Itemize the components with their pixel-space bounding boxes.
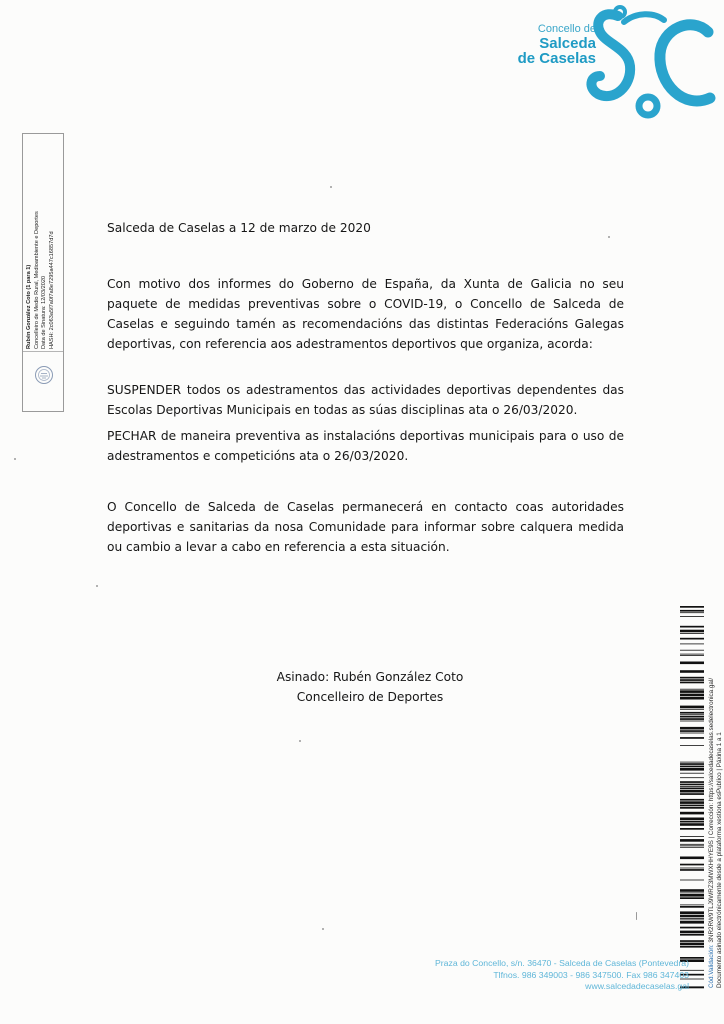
scan-speck <box>96 585 98 587</box>
stamp-date: Data de Sinatura: 12/03/2020 <box>41 275 47 349</box>
letter-date: Salceda de Caselas a 12 de marzo de 2020 <box>107 221 371 235</box>
stamp-hash: HASH: 2c063a5f7a0f7a8e7295a447c16857d7d <box>48 231 55 349</box>
scan-speck <box>330 186 332 188</box>
scan-speck <box>608 236 610 238</box>
scan-speck <box>322 928 324 930</box>
paragraph-suspender: SUSPENDER todos os adestramentos das actividades deportivas dependentes das Escolas Deportivas Municipais en todas as súas disciplinas ata o 26/03/2020. <box>107 383 624 417</box>
municipal-seal-icon <box>34 365 54 385</box>
scan-speck <box>636 912 637 920</box>
logo-line-2: Salceda <box>539 34 596 52</box>
validation-code-label: Cód.Validación: <box>708 942 715 988</box>
footer-website-link[interactable]: www.salcedadecaselas.gal <box>585 981 689 991</box>
paragraph-closing: O Concello de Salceda de Caselas permanecerá en contacto coas autoridades deportivas e sanitarias da nosa Comunidade para informar sobre calquera medida ou cambio a levar a cabo en referencia a esta situación. <box>107 500 624 554</box>
validation-code: 3NR2RW9TLJ9WRZ3MWXHHYE9S | Corrección: https://salcedadecaselas.sedelectronica.gal/ <box>708 677 715 943</box>
logo-line-1: Concello de <box>537 23 596 35</box>
stamp-text <box>26 139 56 349</box>
stamp-signer: Rubén González Coto (1 para 1) <box>26 264 32 349</box>
signature-role: Concelleiro de Deportes <box>296 690 444 704</box>
footer-phone-line: Tlfnos. 986 349003 - 986 347500. Fax 986 347403 <box>493 969 689 980</box>
stamp-divider <box>23 351 63 352</box>
document-note: Documento asinado electrónicamente desde a plataforma xestiona esPublico | Páxina 1 a 1 <box>716 732 723 988</box>
footer-address-line: Praza do Concello, s/n. 36470 - Salceda de Caselas (Pontevedra) <box>434 958 689 968</box>
footer-address <box>435 958 689 993</box>
scan-speck <box>299 740 301 742</box>
paragraph-pechar: PECHAR de maneira preventiva as instalacións deportivas municipais para o uso de adestramentos e competicións ata o 26/03/2020. <box>107 429 624 463</box>
signature-stamp <box>22 133 64 412</box>
verification-text <box>708 598 724 988</box>
sc-monogram-icon <box>584 2 724 128</box>
signature-name: Asinado: Rubén González Coto <box>276 670 464 684</box>
validation-barcode <box>680 606 704 989</box>
paragraph-intro: Con motivo dos informes do Goberno de España, da Xunta de Galicia no seu paquete de medidas preventivas sobre o COVID-19, o Concello de Salceda de Caselas e seguindo tamén as recomendacións das distintas Federacións Galegas deportivas, con referencia aos adestramentos deportivos que organiza, acorda: <box>107 277 624 351</box>
signature-block <box>250 667 490 707</box>
scan-speck <box>14 458 16 460</box>
logo-line-3: de Caselas <box>517 50 596 68</box>
stamp-role: Concelleiro de Medio Rural, Medioambiente e Deportes <box>33 211 40 349</box>
